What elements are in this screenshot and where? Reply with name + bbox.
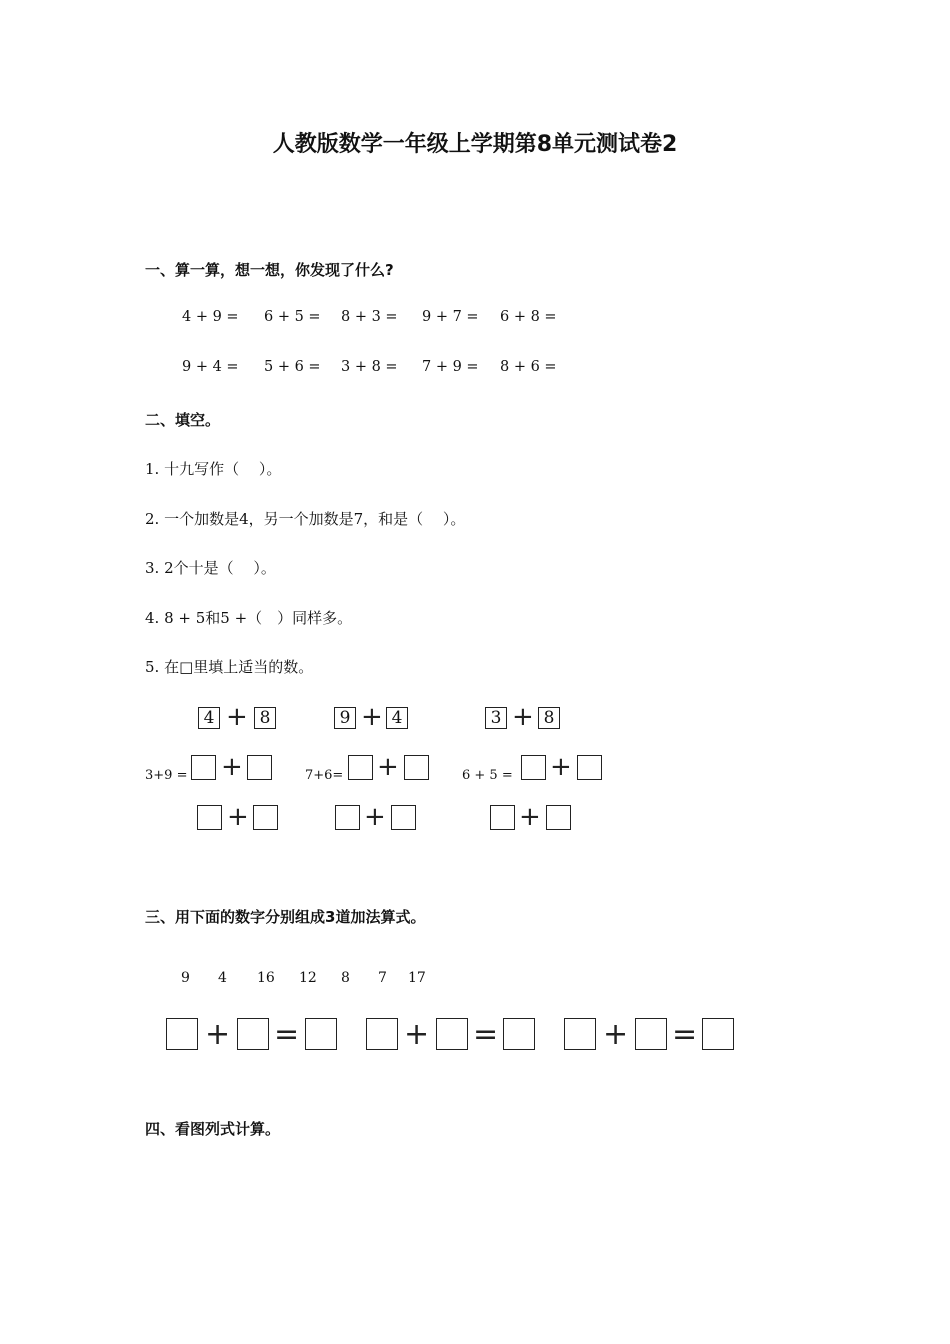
plus-sign: + <box>519 802 541 832</box>
addend-box[interactable] <box>366 1018 398 1050</box>
calc-item: 8 + 6 = <box>500 359 557 375</box>
equals-sign: = <box>672 1017 698 1052</box>
fill-question-4: 4. 8 + 5和5 +（ ）同样多。 <box>145 609 353 627</box>
answer-box[interactable] <box>546 805 571 830</box>
answer-box[interactable] <box>197 805 222 830</box>
sum-box[interactable] <box>305 1018 337 1050</box>
given-number: 16 <box>257 970 275 986</box>
section-3-heading: 三、用下面的数字分别组成3道加法算式。 <box>145 908 426 926</box>
section-1-heading: 一、算一算，想一想，你发现了什么? <box>145 261 394 279</box>
given-number: 4 <box>218 970 227 986</box>
fill-question-1: 1. 十九写作（ ）。 <box>145 460 282 478</box>
calc-item: 9 + 7 = <box>422 309 479 325</box>
answer-box[interactable] <box>577 755 602 780</box>
addend-box[interactable] <box>237 1018 269 1050</box>
answer-box[interactable] <box>404 755 429 780</box>
addend-box[interactable] <box>436 1018 468 1050</box>
calc-item: 9 + 4 = <box>182 359 239 375</box>
answer-box[interactable] <box>348 755 373 780</box>
plus-sign: + <box>603 1017 629 1052</box>
given-number: 7 <box>378 970 387 986</box>
equation-prefix: 6 + 5 = <box>462 768 513 783</box>
plus-sign: + <box>361 702 383 732</box>
given-number: 8 <box>341 970 350 986</box>
page-title: 人教版数学一年级上学期第8单元测试卷2 <box>272 132 678 157</box>
plus-sign: + <box>404 1017 430 1052</box>
answer-box[interactable] <box>247 755 272 780</box>
equation-prefix: 7+6= <box>305 768 344 783</box>
plus-sign: + <box>512 702 534 732</box>
calc-item: 3 + 8 = <box>341 359 398 375</box>
calc-item: 8 + 3 = <box>341 309 398 325</box>
given-number-box: 4 <box>386 707 408 729</box>
given-number: 9 <box>181 970 190 986</box>
answer-box[interactable] <box>521 755 546 780</box>
given-number-box: 4 <box>198 707 220 729</box>
plus-sign: + <box>550 752 572 782</box>
given-number-box: 9 <box>334 707 356 729</box>
sum-box[interactable] <box>702 1018 734 1050</box>
calc-item: 6 + 5 = <box>264 309 321 325</box>
answer-box[interactable] <box>253 805 278 830</box>
plus-sign: + <box>227 802 249 832</box>
section-2-heading: 二、填空。 <box>145 411 221 429</box>
answer-box[interactable] <box>191 755 216 780</box>
plus-sign: + <box>377 752 399 782</box>
addend-box[interactable] <box>166 1018 198 1050</box>
calc-item: 5 + 6 = <box>264 359 321 375</box>
fill-question-5: 5. 在□里填上适当的数。 <box>145 658 314 676</box>
given-number: 17 <box>408 970 426 986</box>
given-number-box: 8 <box>538 707 560 729</box>
addend-box[interactable] <box>564 1018 596 1050</box>
calc-item: 6 + 8 = <box>500 309 557 325</box>
answer-box[interactable] <box>490 805 515 830</box>
given-number-box: 8 <box>254 707 276 729</box>
fill-question-2: 2. 一个加数是4，另一个加数是7，和是（ ）。 <box>145 510 466 528</box>
plus-sign: + <box>221 752 243 782</box>
answer-box[interactable] <box>391 805 416 830</box>
answer-box[interactable] <box>335 805 360 830</box>
fill-question-3: 3. 2个十是（ ）。 <box>145 559 276 577</box>
calc-item: 7 + 9 = <box>422 359 479 375</box>
given-number: 12 <box>299 970 317 986</box>
equals-sign: = <box>473 1017 499 1052</box>
plus-sign: + <box>364 802 386 832</box>
equation-prefix: 3+9 = <box>145 768 188 783</box>
calc-item: 4 + 9 = <box>182 309 239 325</box>
plus-sign: + <box>226 702 248 732</box>
sum-box[interactable] <box>503 1018 535 1050</box>
given-number-box: 3 <box>485 707 507 729</box>
section-4-heading: 四、看图列式计算。 <box>145 1120 281 1138</box>
plus-sign: + <box>205 1017 231 1052</box>
equals-sign: = <box>274 1017 300 1052</box>
addend-box[interactable] <box>635 1018 667 1050</box>
